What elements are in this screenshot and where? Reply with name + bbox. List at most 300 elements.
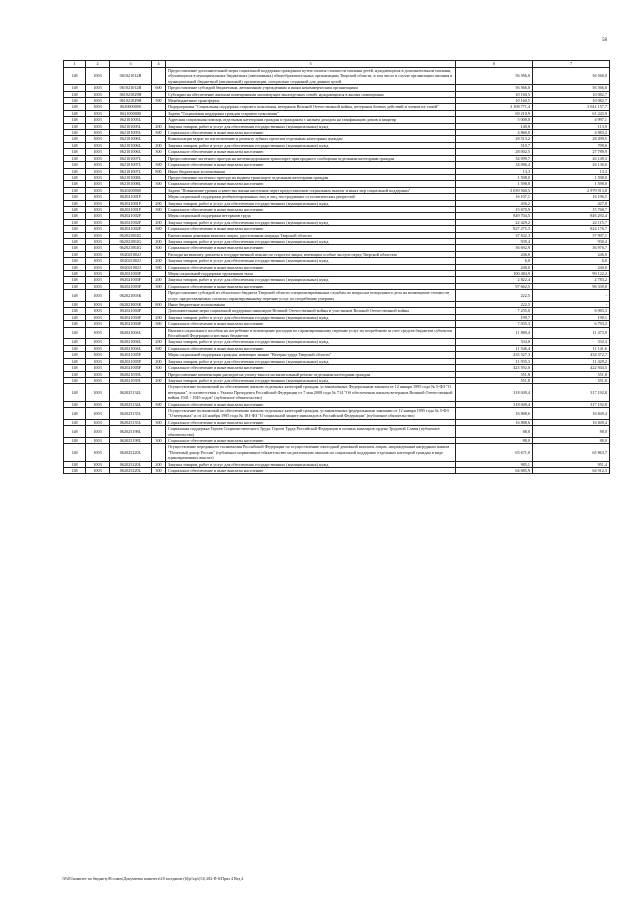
- cell-section: 1003: [86, 339, 110, 345]
- cell-section: 1003: [86, 142, 110, 148]
- cell-ministry: 148: [64, 468, 86, 474]
- cell-planned: 510,7: [456, 142, 533, 148]
- cell-planned: 88,0: [456, 426, 533, 438]
- cell-expense-type: 300: [152, 419, 166, 425]
- cell-executed: 88,0: [533, 437, 610, 443]
- cell-planned: 11 546,4: [456, 345, 533, 351]
- column-header: 6: [456, 61, 533, 68]
- cell-section: 1003: [86, 181, 110, 187]
- cell-expense-type: 200: [152, 461, 166, 467]
- cell-executed: 64 912,3: [533, 468, 610, 474]
- cell-description: Закупка товаров, работ и услуг для обеспечения государственных (муниципальных) нужд: [166, 358, 456, 364]
- cell-executed: 434 372,7: [533, 352, 610, 358]
- cell-target-article: 062021002G: [110, 232, 152, 238]
- cell-section: 1003: [86, 271, 110, 277]
- cell-description: Закупка товаров, работ и услуг для обеспечения государственных (муниципальных) нужд: [166, 461, 456, 467]
- cell-expense-type: 200: [152, 200, 166, 206]
- cell-section: 1003: [86, 384, 110, 401]
- cell-target-article: 062021001F: [110, 206, 152, 212]
- cell-ministry: 148: [64, 419, 86, 425]
- cell-expense-type: 300: [152, 245, 166, 251]
- cell-description: Социальное обеспечение и иные выплаты населению: [166, 283, 456, 289]
- cell-section: 1003: [86, 358, 110, 364]
- cell-ministry: 148: [64, 401, 86, 407]
- cell-description: Дополнительные меры социальной поддержки инвалидов Великой Отечественной войны и участников Великой Отечественной войны: [166, 308, 456, 314]
- cell-target-article: 062025198L: [110, 437, 152, 443]
- cell-planned: 10 160,5: [456, 91, 533, 97]
- cell-section: 1003: [86, 104, 110, 110]
- cell-ministry: 148: [64, 283, 86, 289]
- table-row: [64, 327, 610, 339]
- cell-section: 1003: [86, 155, 110, 161]
- cell-description: Социальное обеспечение и иные выплаты населению: [166, 245, 456, 251]
- cell-planned: 334,0: [456, 339, 533, 345]
- cell-target-article: 062021004L: [110, 339, 152, 345]
- cell-section: 1003: [86, 149, 110, 155]
- cell-planned: 37 632,3: [456, 232, 533, 238]
- cell-description: Меры социальной поддержки граждан, имеющих звание "Ветеран труда Тверской области": [166, 352, 456, 358]
- cell-description: Предоставление компенсации расходов на уплату взноса на капитальный ремонт отдельным категориям граждан: [166, 371, 456, 377]
- cell-ministry: 148: [64, 444, 86, 461]
- table-row: [64, 468, 610, 474]
- cell-expense-type: 200: [152, 377, 166, 383]
- cell-description: Осуществление переданного полномочия Российской Федерации по осуществлению ежегодной денежной выплаты лицам, награжденным нагрудным знаком "Почетный донор России" (публичное нормативное обязательство на реализацию законов по социальной поддержке отдельных категорий граждан в виде единовременных выплат): [166, 444, 456, 461]
- cell-ministry: 148: [64, 130, 86, 136]
- cell-target-article: 062021004L: [110, 345, 152, 351]
- cell-ministry: 148: [64, 213, 86, 219]
- cell-planned: 551,8: [456, 371, 533, 377]
- cell-target-article: 062021002J: [110, 258, 152, 264]
- cell-executed: 10 082,7: [533, 91, 610, 97]
- cell-description: Закупка товаров, работ и услуг для обеспечения государственных (муниципальных) нужд: [166, 142, 456, 148]
- cell-description: Задача "Социальная поддержка граждан старшего поколения": [166, 110, 456, 116]
- cell-planned: 436,2: [456, 200, 533, 206]
- cell-planned: 28 002,5: [456, 149, 533, 155]
- cell-description: Предоставление субсидий из областного бюджета Тверской области специализированным службам по вопросам похоронного дела на возмещение стоимости услуг, предоставляемых согласно гарантированному перечню услуг по погребению умерших: [166, 290, 456, 302]
- cell-target-article: 061021029Н: [110, 91, 152, 97]
- cell-expense-type: 800: [152, 168, 166, 174]
- cell-expense-type: 600: [152, 85, 166, 91]
- table-row: [64, 426, 610, 438]
- cell-expense-type: 300: [152, 283, 166, 289]
- cell-planned: 827 275,3: [456, 226, 533, 232]
- cell-target-article: 062101007L: [110, 162, 152, 168]
- cell-ministry: 148: [64, 371, 86, 377]
- cell-expense-type: 200: [152, 219, 166, 225]
- column-header: 5: [166, 61, 456, 68]
- cell-description: Предоставление дополнительной меры социальной поддержки гражданам путем оплаты стоимости питания детей, нуждающихся в дополнительном питании, обучающихся в муниципальных бюджетных (автономных) общеобразовательных организациях Тверской области, в том числе в случае организации питания в муниципальной бюджетной (автономной) организации, специально созданной для данных целей: [166, 68, 456, 85]
- cell-section: 1003: [86, 219, 110, 225]
- cell-expense-type: 200: [152, 258, 166, 264]
- cell-section: 1003: [86, 365, 110, 371]
- cell-planned: 3 108 771,4: [456, 104, 533, 110]
- cell-expense-type: 300: [152, 401, 166, 407]
- cell-target-article: 062025220L: [110, 461, 152, 467]
- column-header: 1: [64, 61, 86, 68]
- cell-expense-type: 200: [152, 238, 166, 244]
- cell-description: Закупка товаров, работ и услуг для обеспечения государственных (муниципальных) нужд: [166, 200, 456, 206]
- cell-ministry: 148: [64, 321, 86, 327]
- cell-section: 1003: [86, 213, 110, 219]
- cell-expense-type: [152, 327, 166, 339]
- cell-expense-type: 200: [152, 123, 166, 129]
- cell-target-article: 062101005L: [110, 130, 152, 136]
- cell-planned: 11 935,3: [456, 358, 533, 364]
- cell-executed: 88,0: [533, 426, 610, 438]
- cell-executed: 61 243,9: [533, 110, 610, 116]
- cell-description: Социальное обеспечение и иные выплаты населению: [166, 162, 456, 168]
- cell-planned: 4 860,0: [456, 130, 533, 136]
- cell-description: Предоставление льготного проезда на железнодорожном транспорте пригородного сообщения отдельным категориям граждан: [166, 155, 456, 161]
- cell-target-article: 062021002J: [110, 251, 152, 257]
- cell-planned: 1 598,0: [456, 181, 533, 187]
- cell-expense-type: 300: [152, 437, 166, 443]
- cell-target-article: 062101006L: [110, 149, 152, 155]
- cell-target-article: 062021002G: [110, 245, 152, 251]
- cell-description: Социальное обеспечение и иные выплаты населению: [166, 437, 456, 443]
- cell-description: Закупка товаров, работ и услуг для обеспечения государственных (муниципальных) нужд: [166, 123, 456, 129]
- cell-expense-type: 300: [152, 130, 166, 136]
- cell-planned: 22 429,2: [456, 219, 533, 225]
- cell-expense-type: 300: [152, 468, 166, 474]
- cell-expense-type: 200: [152, 277, 166, 283]
- cell-target-article: 062021002F: [110, 219, 152, 225]
- cell-ministry: 148: [64, 345, 86, 351]
- cell-expense-type: [152, 384, 166, 401]
- cell-planned: 318 049,4: [456, 401, 533, 407]
- cell-executed: 37 907,1: [533, 232, 610, 238]
- cell-ministry: 148: [64, 200, 86, 206]
- cell-expense-type: [152, 444, 166, 461]
- cell-ministry: 148: [64, 258, 86, 264]
- cell-executed: 246,0: [533, 251, 610, 257]
- cell-executed: 10 082,7: [533, 98, 610, 104]
- cell-section: 1003: [86, 327, 110, 339]
- cell-executed: 56 566,0: [533, 68, 610, 85]
- cell-executed: 36 976,7: [533, 245, 610, 251]
- cell-executed: 27 789,9: [533, 149, 610, 155]
- cell-target-article: 062021004F: [110, 308, 152, 314]
- cell-section: 1003: [86, 110, 110, 116]
- cell-expense-type: 300: [152, 206, 166, 212]
- cell-ministry: 148: [64, 155, 86, 161]
- cell-planned: 849 704,5: [456, 213, 533, 219]
- cell-planned: 985,1: [456, 461, 533, 467]
- cell-executed: 317 192,8: [533, 384, 610, 401]
- cell-section: 1003: [86, 245, 110, 251]
- column-header: 3: [110, 61, 152, 68]
- cell-description: Закупка товаров, работ и услуг для обеспечения государственных (муниципальных) нужд: [166, 219, 456, 225]
- cell-target-article: 062021002J: [110, 264, 152, 270]
- cell-executed: 28 499,5: [533, 136, 610, 142]
- cell-target-article: 062021001F: [110, 194, 152, 200]
- cell-executed: 99 122,2: [533, 271, 610, 277]
- cell-target-article: 062021005F: [110, 352, 152, 358]
- cell-expense-type: 300: [152, 162, 166, 168]
- cell-section: 1003: [86, 407, 110, 419]
- cell-target-article: 062025135L: [110, 407, 152, 419]
- cell-ministry: 148: [64, 219, 86, 225]
- cell-ministry: 148: [64, 290, 86, 302]
- cell-executed: 26 149,3: [533, 155, 610, 161]
- cell-description: Меры социальной поддержки ветеранов труда: [166, 213, 456, 219]
- cell-ministry: 148: [64, 365, 86, 371]
- cell-description: Адресная социальная помощь отдельным категориям граждан и гражданам с низким доходом на газификацию домов и квартир: [166, 117, 456, 123]
- cell-section: 1003: [86, 200, 110, 206]
- cell-ministry: 148: [64, 142, 86, 148]
- cell-executed: 6 793,2: [533, 321, 610, 327]
- cell-section: 1003: [86, 444, 110, 461]
- cell-executed: 930,4: [533, 238, 610, 244]
- cell-target-article: 062025220L: [110, 468, 152, 474]
- cell-description: Ежемесячная денежная выплата лицам, удостоенным награды Тверской области: [166, 232, 456, 238]
- cell-section: 1003: [86, 283, 110, 289]
- cell-planned: 551,8: [456, 377, 533, 383]
- cell-section: 1003: [86, 371, 110, 377]
- column-header: 7: [533, 61, 610, 68]
- cell-target-article: 062021002G: [110, 238, 152, 244]
- cell-target-article: 062021002F: [110, 226, 152, 232]
- cell-target-article: 062025134L: [110, 401, 152, 407]
- cell-executed: 3 041 157,7: [533, 104, 610, 110]
- cell-ministry: 148: [64, 168, 86, 174]
- cell-executed: 332,3: [533, 339, 610, 345]
- cell-executed: 22 115,7: [533, 219, 610, 225]
- cell-executed: 16 196,5: [533, 194, 610, 200]
- cell-executed: 4 997,1: [533, 117, 610, 123]
- cell-executed: 2 979 913,8: [533, 187, 610, 193]
- cell-section: 1003: [86, 290, 110, 302]
- cell-ministry: 148: [64, 384, 86, 401]
- cell-executed: 427,8: [533, 200, 610, 206]
- cell-planned: 7 035,3: [456, 321, 533, 327]
- table-row: [64, 444, 610, 461]
- cell-section: 1003: [86, 321, 110, 327]
- cell-target-article: 062101005L: [110, 123, 152, 129]
- cell-section: 1003: [86, 277, 110, 283]
- cell-ministry: 148: [64, 339, 86, 345]
- cell-ministry: 148: [64, 377, 86, 383]
- cell-ministry: 148: [64, 104, 86, 110]
- cell-section: 1003: [86, 426, 110, 438]
- cell-section: 1003: [86, 226, 110, 232]
- cell-planned: 28 513,2: [456, 136, 533, 142]
- cell-ministry: 148: [64, 149, 86, 155]
- column-header: 2: [86, 61, 110, 68]
- cell-description: Предоставление льготного проезда на водном транспорте отдельным категориям граждан: [166, 174, 456, 180]
- cell-ministry: 148: [64, 302, 86, 308]
- cell-section: 1003: [86, 174, 110, 180]
- cell-description: Субсидии на обеспечение жилыми помещениями малоимущих многодетных семей, нуждающихся в жилых помещениях: [166, 91, 456, 97]
- cell-planned: 100 484,9: [456, 271, 533, 277]
- cell-description: Социальное обеспечение и иные выплаты населению: [166, 401, 456, 407]
- cell-section: 1003: [86, 68, 110, 85]
- cell-section: 1003: [86, 401, 110, 407]
- cell-planned: 199,7: [456, 314, 533, 320]
- cell-section: 1003: [86, 91, 110, 97]
- cell-target-article: 062021004L: [110, 327, 152, 339]
- cell-planned: 16 888,6: [456, 419, 533, 425]
- cell-target-article: 062025220L: [110, 444, 152, 461]
- cell-ministry: 148: [64, 308, 86, 314]
- cell-ministry: 148: [64, 91, 86, 97]
- cell-ministry: 148: [64, 226, 86, 232]
- cell-planned: 88,0: [456, 437, 533, 443]
- cell-ministry: 148: [64, 98, 86, 104]
- cell-executed: 709,6: [533, 142, 610, 148]
- cell-description: Социальное обеспечение и иные выплаты населению: [166, 468, 456, 474]
- cell-target-article: 062025198L: [110, 426, 152, 438]
- cell-section: 1003: [86, 377, 110, 383]
- cell-description: Социальное обеспечение и иные выплаты населению: [166, 419, 456, 425]
- cell-executed: 2 783,2: [533, 277, 610, 283]
- cell-expense-type: 300: [152, 264, 166, 270]
- cell-planned: 423 592,0: [456, 365, 533, 371]
- cell-target-article: 061021029Н: [110, 98, 152, 104]
- cell-description: Расходы на выплату доплаты к государственной пенсии по старости лицам, имеющим особые заслуги перед Тверской областью: [166, 251, 456, 257]
- cell-description: Межбюджетные трансферты: [166, 98, 456, 104]
- page-number: 58: [602, 38, 607, 43]
- cell-section: 1003: [86, 251, 110, 257]
- cell-description: Социальное обеспечение и иные выплаты населению: [166, 345, 456, 351]
- cell-section: 1003: [86, 206, 110, 212]
- cell-planned: 65 671,0: [456, 444, 533, 461]
- cell-ministry: 148: [64, 194, 86, 200]
- cell-ministry: 148: [64, 206, 86, 212]
- cell-executed: 317 192,8: [533, 401, 610, 407]
- cell-executed: 824 176,7: [533, 226, 610, 232]
- cell-ministry: 148: [64, 426, 86, 438]
- cell-planned: 36 692,9: [456, 245, 533, 251]
- cell-planned: 3 039 560,5: [456, 187, 533, 193]
- cell-expense-type: [152, 407, 166, 419]
- cell-expense-type: 300: [152, 226, 166, 232]
- cell-ministry: 148: [64, 68, 86, 85]
- table-row: [64, 384, 610, 401]
- cell-target-article: 0621000000: [110, 110, 152, 116]
- cell-expense-type: [152, 290, 166, 302]
- cell-executed: 56 566,0: [533, 85, 610, 91]
- cell-target-article: 062021004F: [110, 314, 152, 320]
- cell-target-article: 062101008L: [110, 174, 152, 180]
- cell-ministry: 148: [64, 314, 86, 320]
- cell-description: Закупка товаров, работ и услуг для обеспечения государственных (муниципальных) нужд: [166, 339, 456, 345]
- cell-target-article: 0620200000: [110, 187, 152, 193]
- cell-description: Иные бюджетные ассигнования: [166, 168, 456, 174]
- cell-expense-type: 300: [152, 181, 166, 187]
- cell-ministry: 148: [64, 85, 86, 91]
- cell-section: 1003: [86, 258, 110, 264]
- cell-description: Социальное обеспечение и иные выплаты населению: [166, 206, 456, 212]
- cell-ministry: 148: [64, 123, 86, 129]
- cell-executed: 15 768,7: [533, 206, 610, 212]
- cell-executed: 846 292,4: [533, 213, 610, 219]
- table-row: [64, 290, 610, 302]
- cell-target-article: 062021002F: [110, 213, 152, 219]
- table-row: [64, 407, 610, 419]
- cell-executed: 951,4: [533, 461, 610, 467]
- cell-target-article: 062021001F: [110, 200, 152, 206]
- cell-section: 1003: [86, 168, 110, 174]
- cell-planned: 15 670,9: [456, 206, 533, 212]
- cell-description: Выплата социального пособия на погребение и возмещение расходов по гарантированному перечню услуг по погребению за счет средств бюджетов субъектов Российской Федерации и местных бюджетов: [166, 327, 456, 339]
- cell-expense-type: 200: [152, 358, 166, 364]
- cell-planned: 56 566,0: [456, 85, 533, 91]
- cell-executed: -: [533, 290, 610, 302]
- cell-planned: 11 880,4: [456, 327, 533, 339]
- cell-executed: 113,9: [533, 123, 610, 129]
- cell-description: Социальное обеспечение и иные выплаты населению: [166, 365, 456, 371]
- cell-ministry: 148: [64, 136, 86, 142]
- cell-section: 1003: [86, 352, 110, 358]
- cell-section: 1003: [86, 162, 110, 168]
- cell-expense-type: 800: [152, 302, 166, 308]
- table-header-row: [64, 61, 610, 68]
- cell-executed: 65 863,7: [533, 444, 610, 461]
- cell-section: 1003: [86, 308, 110, 314]
- cell-ministry: 148: [64, 461, 86, 467]
- cell-target-article: 062021039L: [110, 377, 152, 383]
- cell-planned: 435 527,3: [456, 352, 533, 358]
- cell-executed: 422 943,5: [533, 365, 610, 371]
- cell-planned: 246,0: [456, 251, 533, 257]
- cell-expense-type: [152, 68, 166, 85]
- table-row: [64, 68, 610, 85]
- cell-target-article: 062021003К: [110, 302, 152, 308]
- cell-section: 1003: [86, 437, 110, 443]
- cell-description: Социальное обеспечение и иные выплаты населению: [166, 321, 456, 327]
- cell-ministry: 148: [64, 407, 86, 419]
- cell-ministry: 148: [64, 174, 86, 180]
- cell-section: 1003: [86, 468, 110, 474]
- cell-target-article: 062101006L: [110, 136, 152, 142]
- cell-target-article: 062101006L: [110, 142, 152, 148]
- cell-executed: 4 883,2: [533, 130, 610, 136]
- cell-executed: 240,0: [533, 264, 610, 270]
- cell-target-article: 062021004F: [110, 321, 152, 327]
- cell-planned: 64 685,9: [456, 468, 533, 474]
- cell-section: 1003: [86, 419, 110, 425]
- cell-planned: 34 086,4: [456, 162, 533, 168]
- cell-expense-type: 300: [152, 365, 166, 371]
- cell-executed: 16 849,4: [533, 407, 610, 419]
- cell-executed: 13,3: [533, 168, 610, 174]
- cell-expense-type: 200: [152, 314, 166, 320]
- cell-section: 1003: [86, 85, 110, 91]
- cell-target-article: 062021039L: [110, 371, 152, 377]
- cell-section: 1003: [86, 238, 110, 244]
- cell-ministry: 148: [64, 264, 86, 270]
- cell-ministry: 148: [64, 277, 86, 283]
- cell-description: Закупка товаров, работ и услуг для обеспечения государственных (муниципальных) нужд: [166, 377, 456, 383]
- cell-description: Социальное обеспечение и иные выплаты населению: [166, 130, 456, 136]
- cell-target-article: 062021003F: [110, 271, 152, 277]
- cell-target-article: 062101008L: [110, 181, 152, 187]
- cell-ministry: 148: [64, 251, 86, 257]
- cell-executed: 11 141,6: [533, 345, 610, 351]
- cell-section: 1003: [86, 461, 110, 467]
- cell-expense-type: 300: [152, 345, 166, 351]
- cell-expense-type: [152, 426, 166, 438]
- cell-ministry: 148: [64, 358, 86, 364]
- cell-description: Социальное обеспечение и иные выплаты населению: [166, 264, 456, 270]
- cell-target-article: 062101007L: [110, 155, 152, 161]
- cell-executed: -: [533, 302, 610, 308]
- cell-executed: 1 598,0: [533, 181, 610, 187]
- cell-planned: 16 888,6: [456, 407, 533, 419]
- cell-ministry: 148: [64, 327, 86, 339]
- cell-planned: 69 210,9: [456, 110, 533, 116]
